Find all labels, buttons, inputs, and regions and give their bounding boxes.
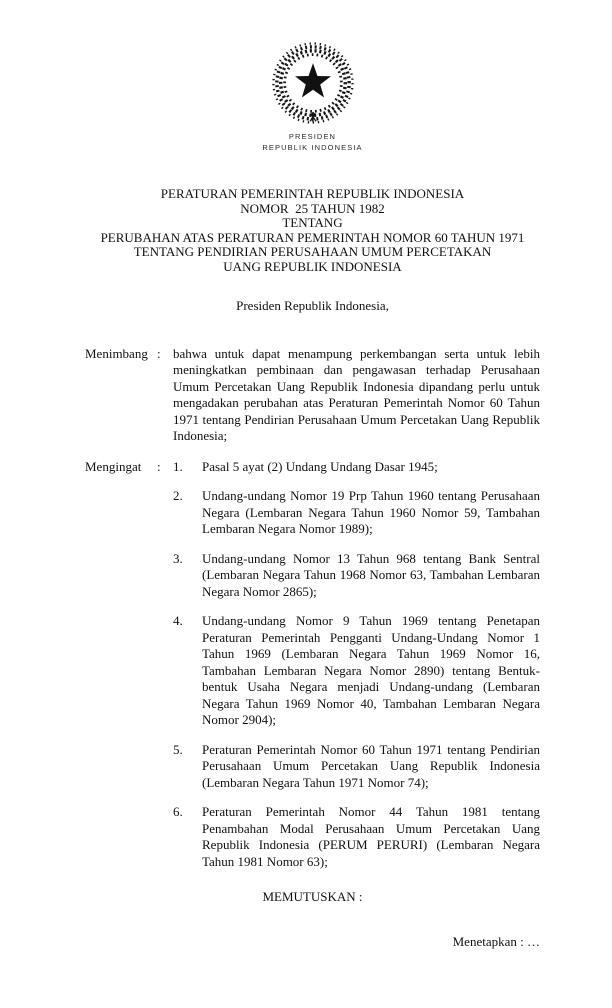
presidential-emblem [270,40,356,126]
item-text: Undang-undang Nomor 9 Tahun 1969 tentang Penetapan Peraturan Pemerintah Pengganti Undang-Undang Nomor 1 Tahun 1969 (Lembaran Negara Tahun 1969 Nomor 16, Tambahan Lembaran Negara Nomor 2890) tentang Bentuk-bentuk Usaha Negara menjadi Undang-undang (Lembaran Negara Tahun 1969 Nomor 40, Tambahan Lembaran Negara Nomor 2904); [202,613,540,728]
mengingat-item-1 [173,459,540,476]
mengingat-item-5 [173,742,540,792]
title-line-number: NOMOR 25 TAHUN 1982 [240,200,385,216]
title-line-subject-2: TENTANG PENDIRIAN PERUSAHAAN UMUM PERCETAKAN [133,244,492,260]
mengingat-section [85,459,540,871]
item-text: Peraturan Pemerintah Nomor 60 Tahun 1971 tentang Pendirian Perusahaan Umum Percetakan Uang Republik Indonesia (Lembaran Negara Tahun 1971 Nomor 74); [202,741,540,790]
item-number: 2. [173,488,183,504]
memutuskan-heading: MEMUTUSKAN : [262,889,363,905]
mengingat-colon: : [157,458,161,474]
menimbang-section [85,346,540,445]
letterhead [85,40,540,153]
star-icon [295,63,331,97]
ribbon-knot-icon [310,112,316,123]
title-line-subject-1: PERUBAHAN ATAS PERATURAN PEMERINTAH NOMOR 60 TAHUN 1971 [100,229,525,245]
item-text: Pasal 5 ayat (2) Undang Undang Dasar 1945; [202,458,438,474]
menimbang-text: bahwa untuk dapat menampung perkembangan serta untuk lebih meningkatkan pembinaan dan pengawasan terhadap Perusahaan Umum Percetakan Uang Republik Indonesia dipandang perlu untuk mengadakan perubahan atas Peraturan Pemerintah Nomor 60 Tahun 1971 tentang Pendirian Perusahaan Umum Percetakan Uang Republik Indonesia; [173,345,540,444]
menimbang-body [173,346,540,445]
menimbang-label: Menimbang [85,345,148,361]
title-line-regulation: PERATURAN PEMERINTAH REPUBLIK INDONESIA [160,186,465,201]
item-number: 3. [173,550,183,566]
item-number: 4. [173,613,183,629]
item-number: 6. [173,804,183,820]
mengingat-item-3 [173,551,540,601]
mengingat-list [173,459,540,871]
item-number: 5. [173,741,183,757]
item-number: 1. [173,458,183,474]
mengingat-item-2 [173,488,540,538]
title-line-subject-3: UANG REPUBLIK INDONESIA [223,258,402,274]
mengingat-label: Mengingat [85,458,142,474]
item-text: Peraturan Pemerintah Nomor 44 Tahun 1981 tentang Penambahan Modal Perusahaan Umum Percetakan Uang Republik Indonesia (PERUM PERURI) (Lembaran Negara Tahun 1981 Nomor 63); [202,804,540,869]
title-line-tentang: TENTANG [282,215,343,231]
regulation-title [85,187,540,275]
mengingat-item-4 [173,613,540,729]
item-text: Undang-undang Nomor 19 Prp Tahun 1960 tentang Perusahaan Negara (Lembaran Negara Tahun 1960 Nomor 59, Tambahan Lembaran Negara Nomor 1989); [202,488,540,537]
letterhead-republik-indonesia: REPUBLIK INDONESIA [262,143,363,152]
menetapkan-line: Menetapkan : … [452,933,540,949]
menimbang-colon: : [157,345,161,361]
item-text: Undang-undang Nomor 13 Tahun 968 tentang Bank Sentral (Lembaran Negara Tahun 1968 Nomor 63, Tambahan Lembaran Negara Nomor 2865); [202,550,540,599]
letterhead-presiden: PRESIDEN [288,132,337,141]
mengingat-item-6 [173,804,540,870]
salutation: Presiden Republik Indonesia, [236,297,389,313]
